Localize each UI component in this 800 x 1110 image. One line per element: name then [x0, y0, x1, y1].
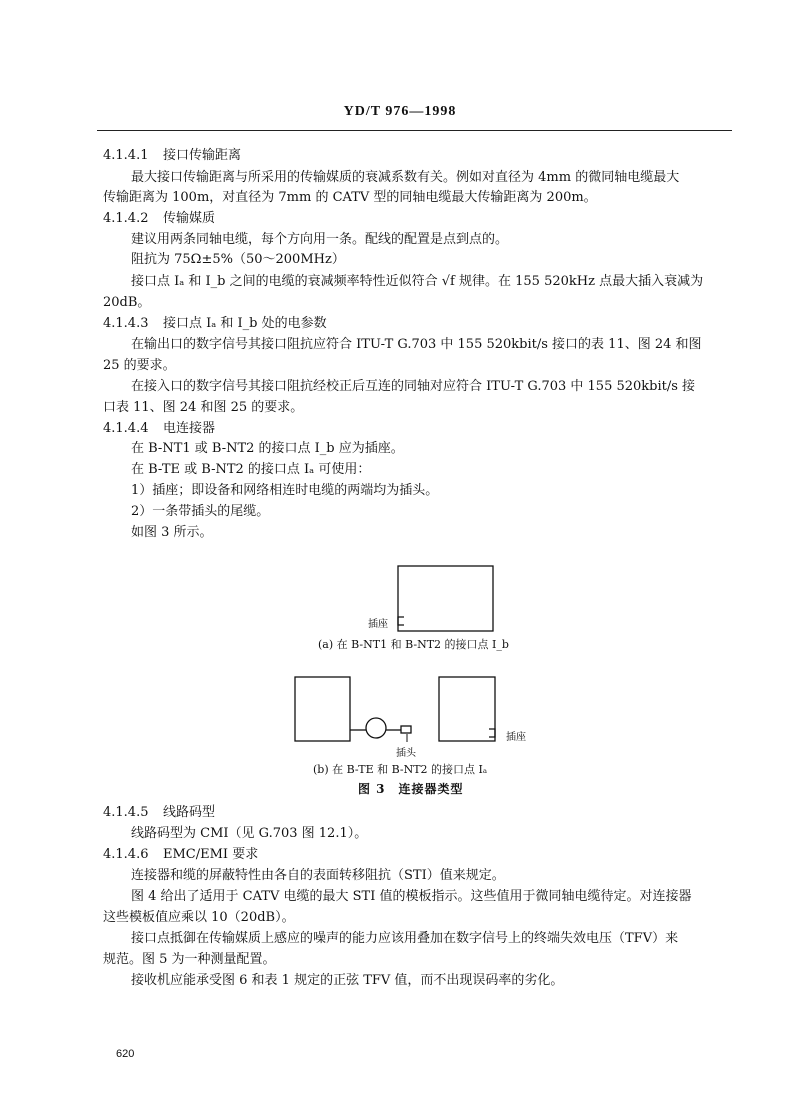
paragraph-line: 在 B-TE 或 B-NT2 的接口点 Iₐ 可使用： [131, 462, 371, 477]
section-title: 接口点 Iₐ 和 I_b 处的电参数 [163, 316, 327, 331]
socket-icon [398, 617, 404, 625]
plug-icon [401, 726, 411, 733]
paragraph-line: 最大接口传输距离与所采用的传输媒质的衰减系数有关。例如对直径为 4mm 的微同轴电缆最大 [131, 170, 680, 185]
paragraph-line: 25 的要求。 [103, 358, 176, 373]
paragraph-line: 阻抗为 75Ω±5%（50～200MHz） [131, 252, 345, 267]
equipment-box-a [398, 566, 493, 631]
paragraph-line: 在接入口的数字信号其接口阻抗经校正后互连的同轴对应符合 ITU-T G.703 中 155 520kbit/s 接 [131, 379, 696, 394]
figure-caption-a: (a) 在 B-NT1 和 B-NT2 的接口点 I_b [318, 638, 509, 651]
figure-title: 图 3 连接器类型 [358, 782, 464, 796]
cable-coil-icon [366, 718, 386, 738]
section-title: 接口传输距离 [163, 148, 242, 163]
paragraph-line: 规范。图 5 为一种测量配置。 [103, 952, 276, 967]
paragraph-line: 20dB。 [103, 295, 151, 310]
section-heading [103, 843, 258, 862]
section-title: 传输媒质 [163, 211, 216, 226]
paragraph-line: 接收机应能承受图 6 和表 1 规定的正弦 TFV 值，而不出现误码率的劣化。 [131, 973, 564, 988]
label-plug: 插头 [396, 748, 416, 759]
section-heading [103, 801, 215, 820]
paragraph-line: 在输出口的数字信号其接口阻抗应符合 ITU-T G.703 中 155 520kbit/s 接口的表 11、图 24 和图 [131, 337, 702, 352]
section-number: 4.1.4.3 [103, 316, 149, 331]
paragraph-line: 线路码型为 CMI（见 G.703 图 12.1）。 [131, 826, 368, 841]
paragraph-line: 1）插座；即设备和网络相连时电缆的两端均为插头。 [131, 483, 439, 498]
section-number: 4.1.4.1 [103, 148, 149, 163]
section-title: 线路码型 [163, 805, 216, 820]
paragraph-line: 在 B-NT1 或 B-NT2 的接口点 I_b 应为插座。 [131, 441, 404, 456]
label-socket-b: 插座 [506, 732, 526, 743]
equipment-box-b-left [295, 677, 350, 741]
paragraph-line: 接口点抵御在传输媒质上感应的噪声的能力应该用叠加在数字信号上的终端失效电压（TFV）来 [131, 931, 679, 946]
socket-icon [489, 729, 495, 737]
equipment-box-b-right [439, 677, 495, 741]
paragraph-line: 2）一条带插头的尾缆。 [131, 504, 270, 519]
section-number: 4.1.4.5 [103, 805, 149, 820]
section-number: 4.1.4.6 [103, 847, 149, 862]
section-number: 4.1.4.2 [103, 211, 149, 226]
paragraph-line: 接口点 Iₐ 和 I_b 之间的电缆的衰减频率特性近似符合 √f 规律。在 155 520kHz 点最大插入衰减为 [131, 274, 704, 289]
section-number: 4.1.4.4 [103, 421, 149, 436]
figure-caption-b: (b) 在 B-TE 和 B-NT2 的接口点 Iₐ [313, 763, 488, 776]
paragraph-line: 连接器和缆的屏蔽特性由各自的表面转移阻抗（STI）值来规定。 [131, 868, 505, 883]
paragraph-line: 如图 3 所示。 [131, 525, 213, 540]
section-title: EMC/EMI 要求 [163, 847, 259, 862]
section-title: 电连接器 [163, 421, 216, 436]
paragraph-line: 这些模板值应乘以 10（20dB）。 [103, 910, 295, 925]
paragraph-line: 图 4 给出了适用于 CATV 电缆的最大 STI 值的模板指示。这些值用于微同轴电缆待定。对连接器 [131, 889, 692, 904]
paragraph-line: 建议用两条同轴电缆，每个方向用一条。配线的配置是点到点的。 [131, 232, 509, 247]
page-number: 620 [116, 1048, 135, 1060]
paragraph-line: 口表 11、图 24 和图 25 的要求。 [103, 400, 304, 415]
page-header: YD/T 976—1998 [343, 104, 457, 119]
paragraph-line: 传输距离为 100m，对直径为 7mm 的 CATV 型的同轴电缆最大传输距离为 200m。 [103, 190, 597, 205]
label-socket-a: 插座 [368, 619, 388, 630]
